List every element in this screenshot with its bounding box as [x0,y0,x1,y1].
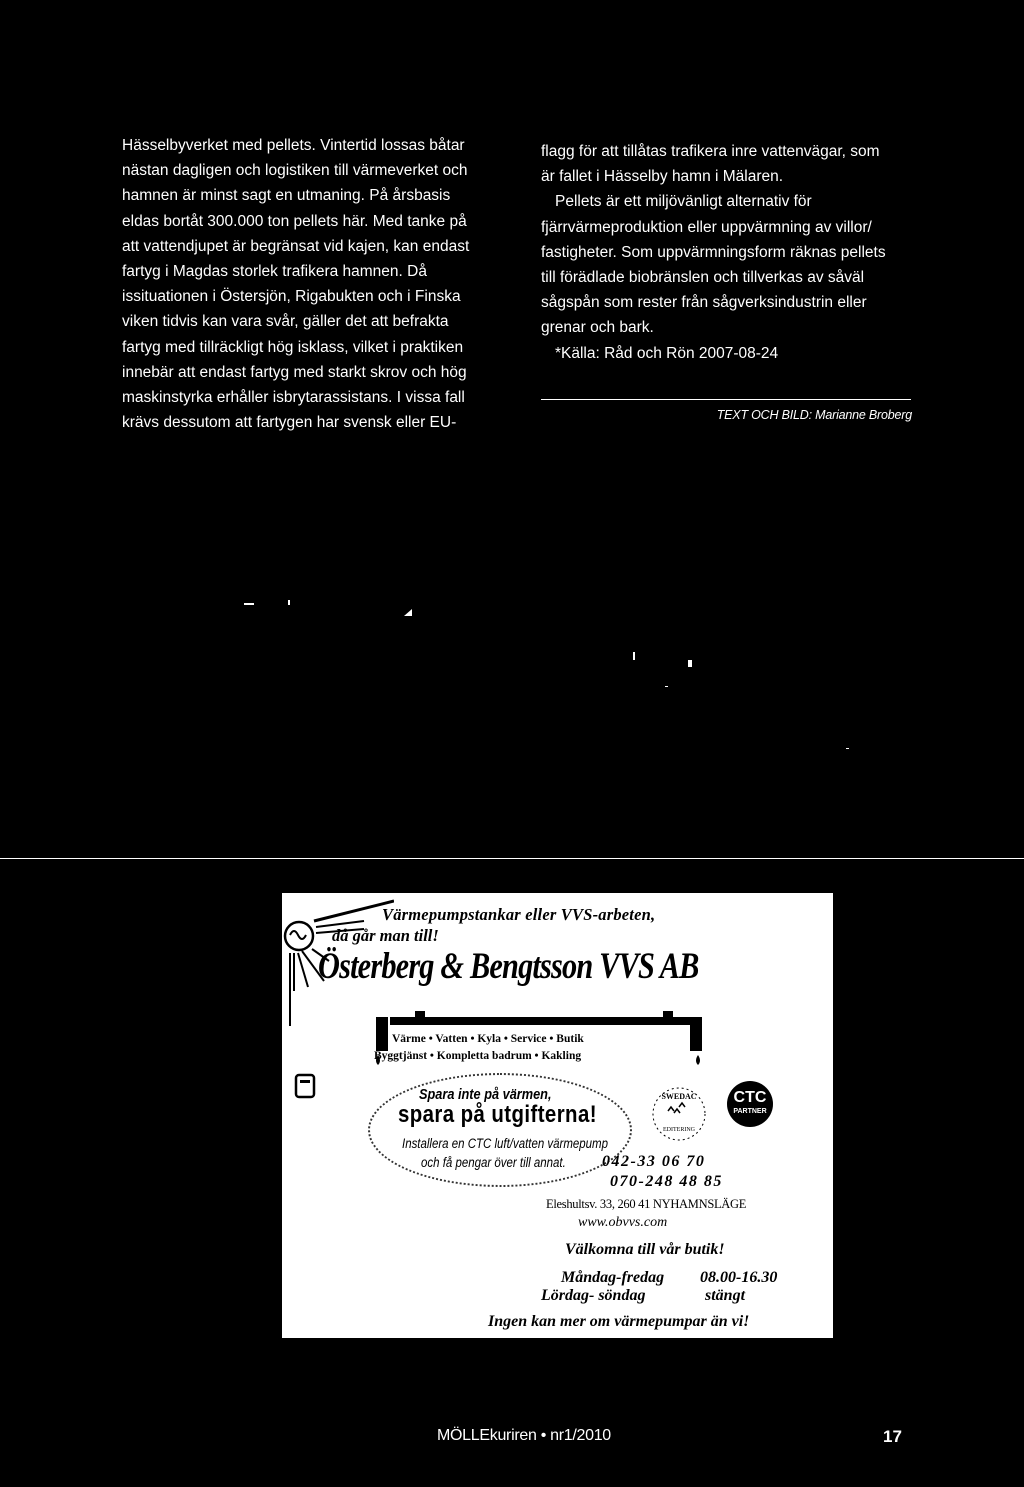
byline: TEXT OCH BILD: Marianne Broberg [716,408,912,422]
article-paragraph: flagg för att tillåtas trafikera inre vattenvägar, som är fallet i Hässelby hamn i Mälaren. [541,143,880,186]
shield-icon [294,1073,316,1099]
byline-rule [541,399,911,400]
hours-weekday-value: 08.00-16.30 [700,1269,778,1286]
photo-speck [404,609,412,616]
ad-headline: Värmepumpstankar eller VVS-arbeten, [382,905,656,924]
photo-speck [846,748,849,749]
ad-services: Värme • Vatten • Kyla • Service • Butik [392,1033,584,1045]
hours-weekend-value: stängt [705,1287,746,1304]
phone-number-mobile: 070-248 48 85 [610,1173,723,1190]
ctc-partner-badge-icon [725,1079,775,1129]
ad-slogan-sub-2: och få pengar över till annat. [421,1155,566,1170]
source-note: *Källa: Råd och Rön 2007-08-24 [555,344,779,362]
hours-weekend-label: Lördag- söndag [541,1287,646,1304]
section-rule [0,858,1024,859]
article-paragraph: Hässelbyverket med pellets. Vintertid lossas båtar nästan dagligen och logistiken till värmeverket och hamnen är minst sagt en utmaning. På årsbasis eldas bortåt 300.000 ton pellets här. Med tanke på att vattendjupet är begränsat vid kajen, kan endast fartyg i Magdas storlek trafikera hamnen. Då issituationen i Östersjön, Rigabukten och i Finska viken tidvis kan vara svår, gäller det att befrakta fartyg med tillräckligt hög isklass, vilket i praktiken innebär att endast fartyg med starkt skrov och hög maskinstyrka erhåller isbrytarassistans. I vissa fall krävs dessutom att fartygen har svensk eller EU- [122,137,470,432]
svg-text:EDITERING: EDITERING [663,1127,695,1133]
svg-text:SWEDAC: SWEDAC [661,1092,697,1101]
ad-slogan-main: spara på utgifterna! [398,1101,597,1128]
ad-slogan: Spara inte på värmen, [419,1086,552,1103]
ad-brand-name: Österberg & Bengtsson VVS AB [318,946,699,987]
photo-speck [244,603,254,605]
page-number: 17 [883,1427,902,1446]
phone-number: 042-33 06 70 [602,1153,706,1170]
ad-services-2: Byggtjänst • Kompletta badrum • Kakling [374,1050,582,1062]
hours-weekday-label: Måndag-fredag [561,1269,665,1286]
svg-text:PARTNER: PARTNER [733,1108,767,1115]
ad-website: www.obvvs.com [578,1215,668,1230]
photo-speck [665,686,668,687]
article-left-column [122,133,522,435]
svg-text:CTC: CTC [733,1089,767,1106]
ad-address: Eleshultsv. 33, 260 41 NYHAMNSLÄGE [546,1197,747,1211]
ad-welcome: Välkomna till vår butik! [565,1241,725,1258]
photo-speck [633,652,635,660]
photo-speck [688,660,692,667]
ad-slogan-sub: Installera en CTC luft/vatten värmepump [402,1136,609,1151]
advertisement [282,893,833,1338]
article-right-column [541,139,913,366]
footer-publication: MÖLLEkuriren • nr1/2010 [437,1427,611,1444]
ad-headline-2: då går man till! [332,926,439,945]
ad-tagline: Ingen kan mer om värmepumpar än vi! [488,1313,750,1330]
article-paragraph: Pellets är ett miljövänligt alternativ för fjärrvärmeproduktion eller uppvärmning av villor/ fastigheter. Som uppvärmningsform räknas pellets till förädlade biobränslen och tillverkas av såväl sågspån som rester från sågverksindustrin eller grenar och bark. [541,193,886,337]
swedac-seal-icon [644,1079,714,1149]
photo-speck [288,600,290,605]
